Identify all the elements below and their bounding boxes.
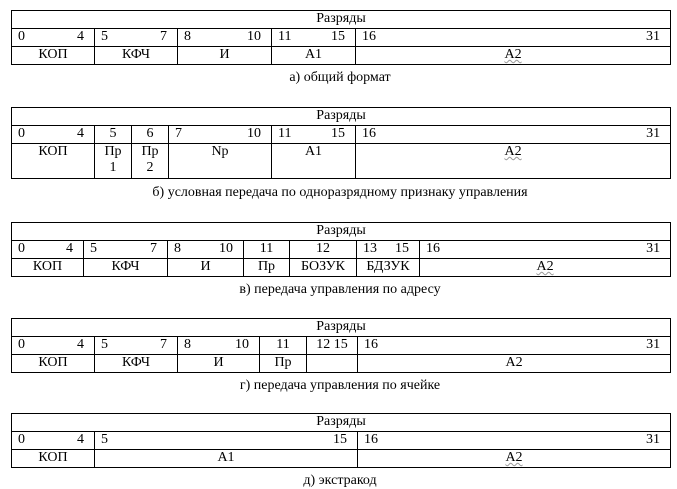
bit-range-cell: 8 10 [178,337,260,355]
field-kfch: КФЧ [95,47,178,65]
bits-header: Разряды [12,319,671,337]
bit-cell: 12 [290,241,357,259]
field-nr: Nр [169,144,272,179]
format-table-conditional [11,107,671,179]
field-i: И [178,47,272,65]
bit-range-cell: 16 31 [356,126,671,144]
bits-header: Разряды [12,223,671,241]
field-kfch: КФЧ [95,355,178,373]
field-kop: КОП [12,47,95,65]
field-i: И [168,259,244,277]
field-a2: А2 [358,355,671,373]
bit-range-cell: 0 4 [12,126,95,144]
format-table-general [11,10,671,65]
bit-range-cell: 16 31 [356,29,671,47]
field-a2: А2 [358,450,671,468]
bit-range-cell: 0 4 [12,337,95,355]
bit-cell: 5 [95,126,132,144]
field-kop: КОП [12,355,95,373]
field-i: И [178,355,260,373]
field-kfch: КФЧ [84,259,168,277]
bit-range-cell: 16 31 [420,241,671,259]
bit-range-cell: 16 31 [358,337,671,355]
bit-cell: 11 [244,241,290,259]
bit-range-cell: 0 4 [12,432,95,450]
bit-range-cell: 7 10 [169,126,272,144]
bit-range-cell: 11 15 [272,29,356,47]
field-a2: А2 [420,259,671,277]
field-kop: КОП [12,450,95,468]
bit-range-cell: 5 15 [95,432,358,450]
field-pr: Пр [260,355,307,373]
field-kop: КОП [12,144,95,179]
field-a1: А1 [272,144,356,179]
bit-range-cell: 0 4 [12,241,84,259]
field-pr: Пр [244,259,290,277]
format-table-address [11,222,671,277]
caption-cell: г) передача управления по ячейке [239,378,441,393]
bit-range-cell: 0 4 [12,29,95,47]
bit-cell: 11 [260,337,307,355]
bit-cell: 6 [132,126,169,144]
bit-range-cell: 5 7 [95,29,178,47]
bit-range-cell: 5 7 [84,241,168,259]
field-a2: А2 [356,144,671,179]
field-a1: А1 [95,450,358,468]
field-pr1: Пр 1 [95,144,132,179]
field-pr2: Пр 2 [132,144,169,179]
bits-header: Разряды [12,414,671,432]
caption-extracode: д) экстракод [303,473,377,488]
bit-range-cell: 16 31 [358,432,671,450]
caption-general: а) общий формат [289,70,391,85]
bit-range-cell: 12 15 [307,337,358,355]
field-bozuk: БОЗУК [290,259,357,277]
bit-range-cell: 8 10 [178,29,272,47]
field-bdzuk: БДЗУК [357,259,420,277]
bit-range-cell: 13 15 [357,241,420,259]
field-a1: А1 [272,47,356,65]
bits-header: Разряды [12,108,671,126]
bit-range-cell: 8 10 [168,241,244,259]
field-a2: А2 [356,47,671,65]
field-kop: КОП [12,259,84,277]
bit-range-cell: 11 15 [272,126,356,144]
format-table-extracode [11,413,671,468]
bit-range-cell: 5 7 [95,337,178,355]
format-table-cell [11,318,671,373]
field-empty [307,355,358,373]
caption-address: в) передача управления по адресу [239,282,441,297]
bits-header: Разряды [12,11,671,29]
caption-conditional: б) условная передача по одноразрядному признаку управления [152,185,528,200]
